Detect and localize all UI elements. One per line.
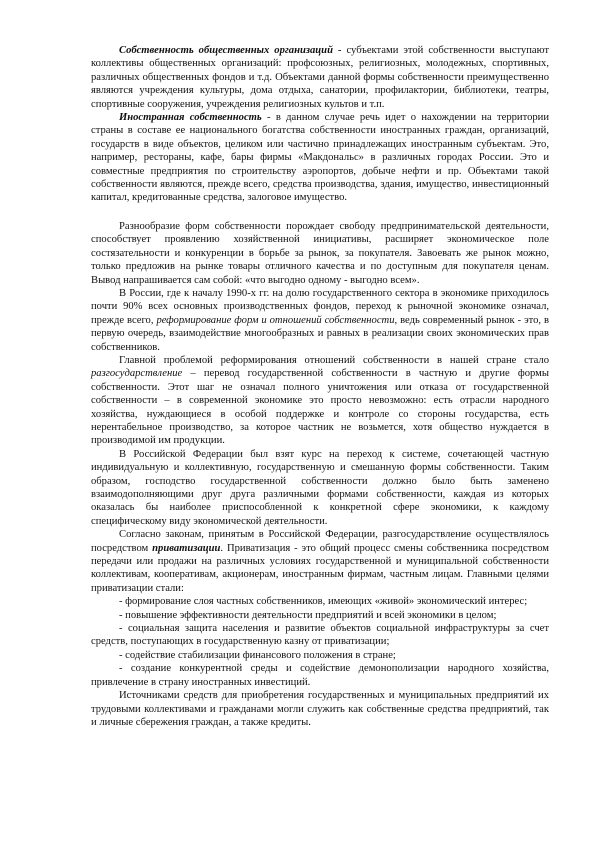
paragraph-text: . Приватизация - это общий процесс смены собственника посредством передачи или продажи на различных условиях государственной и муниципальной собственности коллективам, кооперативам, акционерам, иностранным фирмам, частным лицам. Главными целями приватизации стали: bbox=[91, 542, 550, 594]
term-foreign-property: Иностранная собственность bbox=[119, 112, 262, 124]
term-privatization: приватизации bbox=[152, 542, 221, 554]
paragraph-diversity bbox=[91, 220, 549, 287]
term-reform: реформирование форм и отношений собственности bbox=[156, 314, 395, 326]
list-item: - создание конкурентной среды и содействие демонополизации народного хозяйства, привлечение в страну иностранных инвестиций. bbox=[91, 663, 549, 688]
list-item: - содействие стабилизации финансового положения в стране; bbox=[119, 649, 396, 661]
paragraph-text: , ведь современный рынок - это, в первую очередь, взаимодействие многообразных и равных в реализации своих экономических прав собственников. bbox=[91, 314, 549, 353]
paragraph-russia-1990s bbox=[91, 287, 549, 354]
paragraph-main-problem bbox=[91, 354, 549, 448]
paragraph-text: Согласно законам, принятым в Российской Федерации, разгосударствление осуществлялось посредством bbox=[91, 529, 549, 554]
paragraph-text: В России, где к началу 1990-х гг. на долю государственного сектора в экономике приходилось почти 90% всех основных производственных фондов, переход к рыночной экономике означал, прежде всего, bbox=[91, 287, 549, 326]
paragraph-text: Главной проблемой реформирования отношений собственности в нашей стране стало bbox=[119, 354, 549, 366]
paragraph-text: – перевод государственной собственности в частную и другие формы собственности. Этот шаг не означал полного уничтожения или отказа от государственной собственности – в современной экономике это просто невозможно: есть отрасли народного хозяйства, нуждающиеся в особой поддержке и контроле со стороны государства, есть нерентабельное производство, за которое частник не возьмется, хотя общество нуждается в производимой им продукции. bbox=[91, 368, 549, 447]
list-item: - формирование слоя частных собственников, имеющих «живой» экономический интерес; bbox=[119, 596, 528, 608]
list-item: - повышение эффективности деятельности предприятий и всей экономики в целом; bbox=[119, 609, 497, 621]
paragraph-text: Разнообразие форм собственности порождает свободу предпринимательской деятельности, способствует проявлению хозяйственной инициативы, расширяет экономическое поле состязательности и конкуренции в борьбе за рынок, за покупателя. Завоевать же рынок можно, только предложив на рынке товары отличного качества и по доступным для покупателя ценам. Вывод напрашивается сам собой: «что выгодно одному - выгодно всем». bbox=[91, 220, 549, 286]
paragraph-text: - в данном случае речь идет о нахождении на территории страны в составе ее национального богатства собственности иностранных граждан, организаций, государств в виде объектов, целиком или частично принадлежащих иностранным субъектам. Это, например, рестораны, кафе, бары фирмы «Макдональс» в различных городах России. Это и совместные предприятия по строительству аэропортов, добыче нефти и пр. Объектами такой собственности являются, прежде всего, средства производства, здания, имущество, инвестиционный капитал, кредитованные средства, залоговое имущество. bbox=[91, 112, 550, 204]
paragraph-rf-course bbox=[91, 448, 549, 528]
paragraph-funding-sources: Источниками средств для приобретения государственных и муниципальных предприятий их трудовыми коллективами и гражданами могли служить как собственные средства предприятий, так и личные сбережения граждан, а также кредиты. bbox=[91, 690, 549, 728]
paragraph-public-org-property bbox=[91, 44, 549, 111]
paragraph-foreign-property bbox=[91, 111, 549, 205]
term-destatization: разгосударствление bbox=[91, 368, 183, 380]
paragraph-text: субъектами этой собственности выступают коллективы общественных организаций: профсоюзных, религиозных, молодежных, спортивных, различных общественных фондов и т.д. Объектами данной формы собственности преимущественно являются учреждения культуры, дома отдыха, санатории, профилактории, библиотеки, театры, спортивные сооружения, учреждения религиозных культов и т.п. bbox=[91, 45, 549, 110]
paragraph-text: В Российской Федерации был взят курс на переход к системе, сочетающей частную индивидуальную и коллективную, государственную и смешанную формы собственности. Таким образом, господство государственной собственности должно было быть заменено взаимодополняющими друг друга различными формами собственности, каждая из которых оказалась бы наиболее приспособленной к конкретной сфере экономики, к каждому специфическому виду экономической деятельности. bbox=[91, 448, 549, 527]
term-public-org-property: Собственность общественных организаций - bbox=[119, 45, 342, 56]
list-item: - социальная защита населения и развитие объектов социальной инфраструктуры за счет средств, поступающих в государственную казну от приватизации; bbox=[91, 623, 549, 648]
paragraph-privatization bbox=[91, 528, 549, 595]
paragraph-gap bbox=[91, 205, 549, 220]
